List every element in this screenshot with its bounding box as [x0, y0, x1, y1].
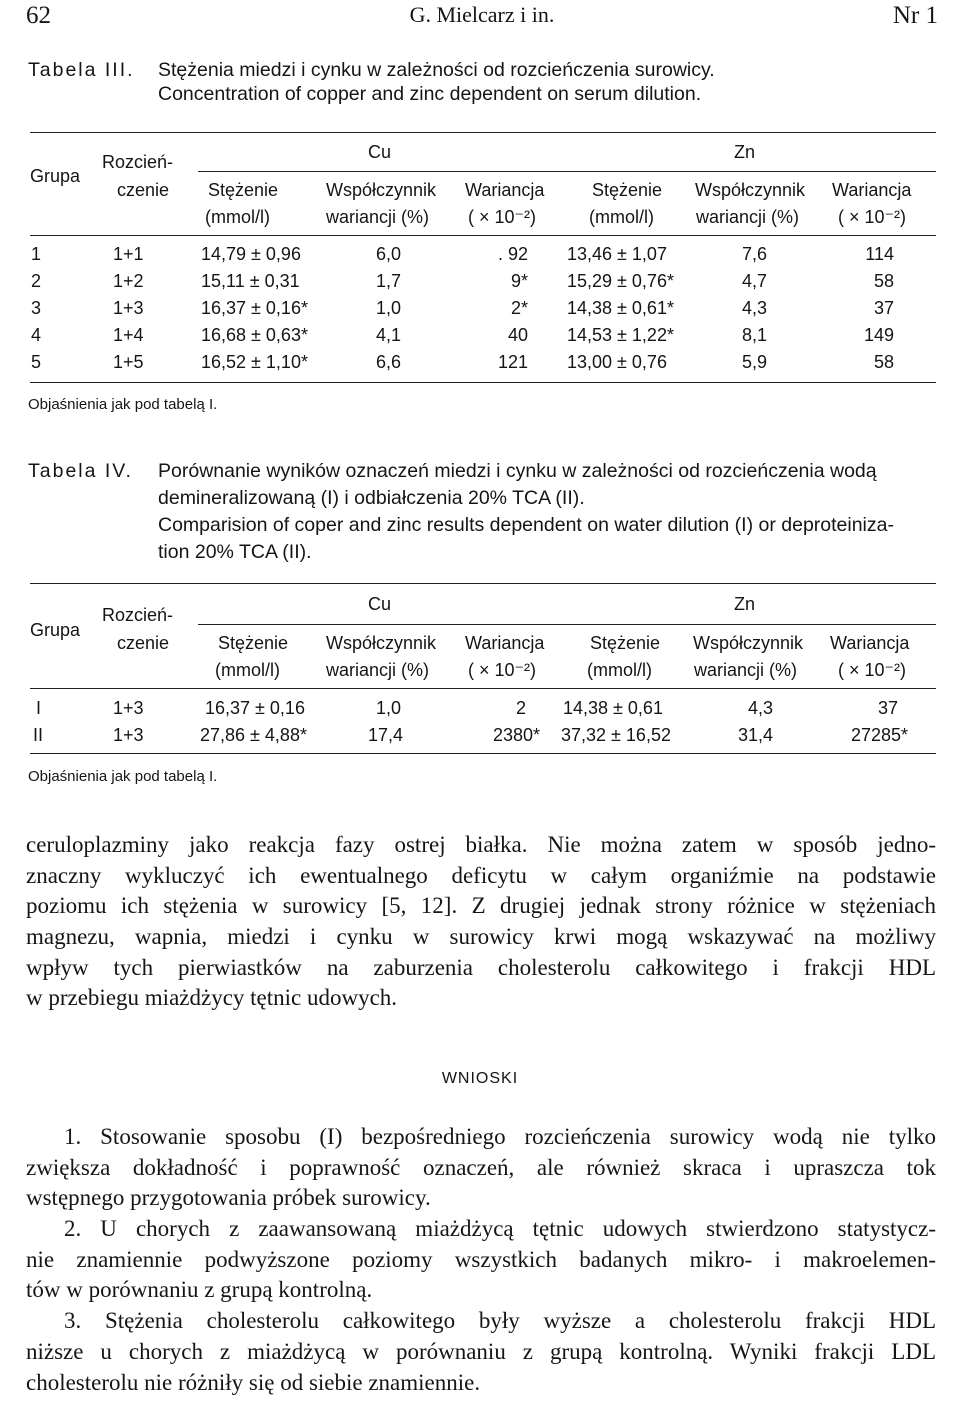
table4-h-cu-stez: Stężenie: [218, 633, 289, 653]
table3: Grupa Rozcień- czenie Cu Zn Stężenie (mmol/l) Współczynnik wariancji (%) Wariancja ( × 10⁻²) Stężenie (mmol/l) Współczynnik wariancji (%) Wariancja ( × 10⁻²) 1 1+1 14,79 ± 0,96 6,0 . 92 13,46 ± 1,07 7,6 114 2 1+2 15,11 ± 0,31 1,7 9* 15,29 ± 0,76* 4,7 58 3 1+3 16,37 ± 0,16* 1,0 2* 14,38 ± 0,61* 4,3 37 4 1+4 16,68 ± 0,63* 4,1 40 14,53 ± 1,22* 8,1 149 5 1+5 16,52 ± 1,10* 6,6 121 13,00 ± 0,76 5,9 58: [0, 0, 960, 420]
table4-h-zn-war2: ( × 10⁻²): [838, 660, 907, 680]
page-number: 62: [26, 2, 51, 29]
table4-caption-pl-2: demineralizowaną (I) i odbiałczenia 20% TCA (II).: [158, 487, 585, 509]
table3-group-zn: Zn: [734, 142, 756, 162]
table3-col-rozc-1: Rozcień-: [102, 152, 174, 172]
table4-col-grupa: Grupa: [30, 620, 81, 640]
table4-top-rule: [30, 583, 936, 584]
table4-h-zn-wsp: Współczynnik: [693, 633, 804, 653]
table3-col-rozc-2: czenie: [117, 180, 170, 200]
conclusion-line: 2. U chorych z zaawansowaną miażdżycą tętnic udowych stwierdzono statystycz-: [64, 1216, 936, 1242]
table4-h-cu-wsp2: wariancji (%): [326, 660, 430, 680]
table4-caption-en-2: tion 20% TCA (II).: [158, 541, 312, 563]
conclusion-line: wstępnego przygotowania próbek surowicy.: [26, 1185, 431, 1211]
table4-group-zn: Zn: [734, 594, 756, 614]
table3-caption-en: Concentration of copper and zinc dependent on serum dilution.: [158, 83, 702, 105]
conclusion-line: zwiększa dokładność i poprawność oznaczeń, ale również skraca i upraszcza tok: [26, 1154, 936, 1180]
conclusion-line: nie znamiennie podwyższone poziomy wszystkich badanych mikro- i makroelemen-: [26, 1246, 936, 1272]
table4-label: Tabela IV.: [28, 460, 133, 482]
running-authors: G. Mielcarz i in.: [409, 2, 555, 27]
issue-number: Nr 1: [892, 2, 938, 29]
table4: Grupa Rozcień- czenie Cu Zn Stężenie (mmol/l) Współczynnik wariancji (%) Wariancja ( × 10⁻²) Stężenie (mmol/l) Współczynnik wariancji (%) Wariancja ( × 10⁻²) I 1+3 16,37 ± 0,16 1,0 2 14,38 ± 0,61 4,3 37 II 1+3 27,86 ± 4,88* 17,4 2380* 37,32 ± 16,52 31,4 27285*: [0, 0, 960, 770]
paragraph-line: znaczny wykluczyć ich ewentualnego deficytu w całym organiźmie na podstawie: [26, 862, 936, 888]
conclusion-line: 1. Stosowanie sposobu (I) bezpośredniego rozcieńczenia surowicy wodą nie tylko: [64, 1124, 936, 1149]
table3-label: Tabela III.: [28, 59, 135, 81]
table4-h-zn-war: Wariancja: [830, 633, 910, 653]
table4-group-rule: [198, 624, 936, 625]
table4-header-rule: [30, 688, 936, 689]
table3-group-cu: Cu: [368, 142, 392, 162]
section-heading-wnioski: WNIOSKI: [441, 1070, 519, 1087]
table3-h-zn-war2: ( × 10⁻²): [838, 207, 907, 227]
table4-h-cu-mmol: (mmol/l): [215, 660, 280, 680]
table4-h-cu-war2: ( × 10⁻²): [468, 660, 537, 680]
conclusion-line: cholesterolu nie różniły się od siebie znamiennie.: [26, 1369, 481, 1395]
table3-col-grupa: Grupa: [30, 166, 81, 186]
table3-h-zn-wsp: Współczynnik: [695, 180, 806, 200]
table4-h-zn-stez: Stężenie: [590, 633, 661, 653]
table3-note: Objaśnienia jak pod tabelą I.: [28, 396, 218, 413]
paragraph-line: magnezu, wapnia, miedzi i cynku w surowicy krwi mogą wskazywać na możliwy: [26, 924, 936, 950]
conclusions: [26, 1122, 936, 1398]
table4-col-rozc-1: Rozcień-: [102, 605, 174, 625]
table4-caption-pl-1: Porównanie wyników oznaczeń miedzi i cynku w zależności od rozcieńczenia wodą: [158, 460, 877, 482]
table3-caption-pl: Stężenia miedzi i cynku w zależności od rozcieńczenia surowicy.: [158, 59, 715, 81]
table3-h-zn-wsp2: wariancji (%): [696, 207, 800, 227]
paragraph-line: poziomu ich stężenia w surowicy [5, 12]. Z drugiej jednak strony różnice w stężeniach: [26, 893, 936, 919]
paragraph-line: w przebiegu miażdżycy tętnic udowych.: [26, 985, 398, 1011]
table3-h-cu-war: Wariancja: [465, 180, 545, 200]
conclusion-line: niższe u chorych z miażdżycą w porównaniu z grupą kontrolną. Wyniki frakcji LDL: [26, 1338, 936, 1364]
table4-note: Objaśnienia jak pod tabelą I.: [28, 768, 218, 785]
table3-h-cu-wsp: Współczynnik: [326, 180, 437, 200]
table4-h-zn-mmol: (mmol/l): [587, 660, 652, 680]
table3-h-zn-war: Wariancja: [832, 180, 912, 200]
paragraph-line: ceruloplazminy jako reakcja fazy ostrej białka. Nie można zatem w sposób jedno-: [26, 832, 936, 857]
table4-bottom-rule: [30, 753, 936, 754]
table4-group-cu: Cu: [368, 594, 392, 614]
table3-h-zn-stez: Stężenie: [592, 180, 663, 200]
table4-h-zn-wsp2: wariancji (%): [694, 660, 798, 680]
conclusion-line: 3. Stężenia cholesterolu całkowitego były wyższe a cholesterolu frakcji HDL: [64, 1308, 936, 1334]
table3-h-cu-wsp2: wariancji (%): [326, 207, 430, 227]
paragraph-line: wpływ tych pierwiastków na zaburzenia cholesterolu całkowitego i frakcji HDL: [26, 954, 936, 980]
conclusion-line: tów w porównaniu z grupą kontrolną.: [26, 1277, 373, 1303]
table4-h-cu-war: Wariancja: [465, 633, 545, 653]
table4-h-cu-wsp: Współczynnik: [326, 633, 437, 653]
table3-h-zn-mmol: (mmol/l): [589, 207, 654, 227]
table3-h-cu-war2: ( × 10⁻²): [468, 207, 537, 227]
body-paragraph: [26, 830, 936, 1014]
table4-caption-en-1: Comparision of coper and zinc results dependent on water dilution (I) or deproteiniza-: [158, 514, 894, 536]
table4-col-rozc-2: czenie: [117, 633, 170, 653]
table3-h-cu-mmol: (mmol/l): [205, 207, 270, 227]
table3-h-cu-stez: Stężenie: [208, 180, 279, 200]
